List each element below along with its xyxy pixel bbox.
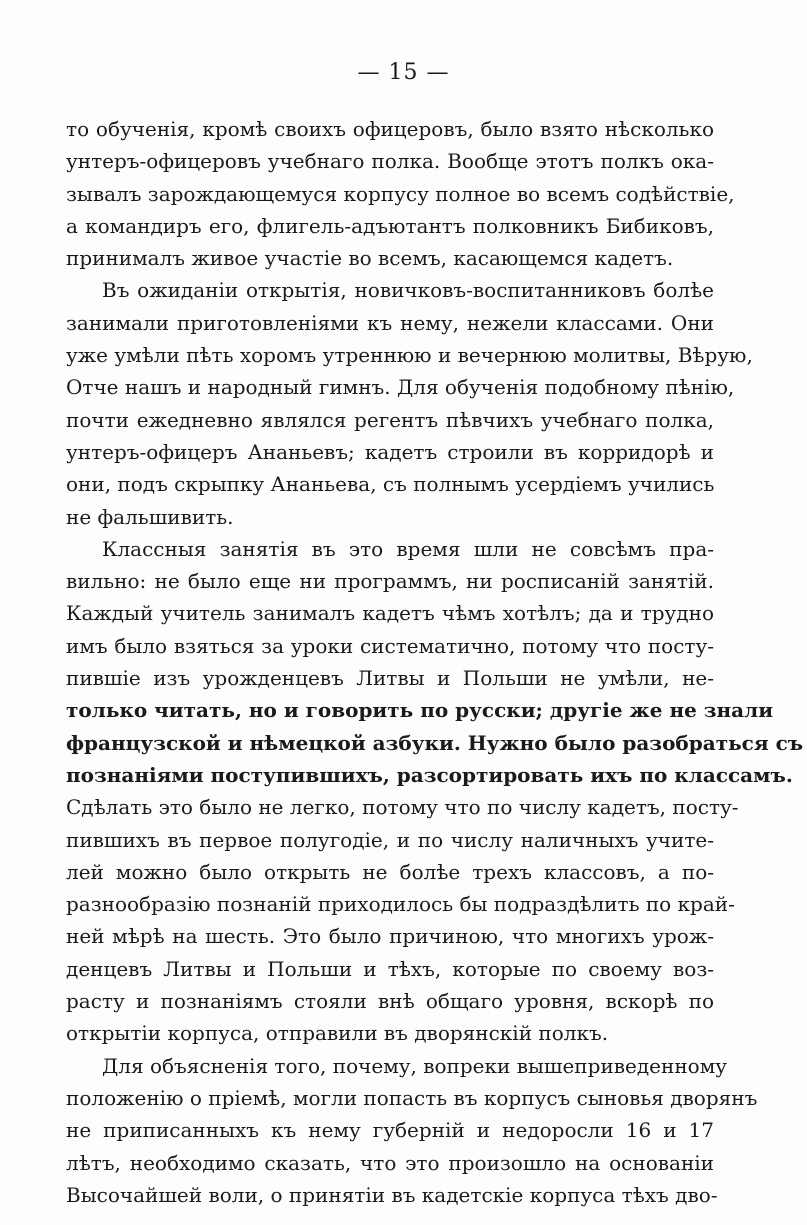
text-line: только читать, но и говорить по русски; другіе же не знали	[66, 698, 774, 723]
text-line: Высочайшей воли, о принятіи въ кадетскіе корпуса тѣхъ дво-	[66, 1182, 718, 1207]
text-line: то обученія, кромѣ своихъ офицеровъ, было взято нѣсколько	[66, 117, 714, 141]
text-line: Каждый учитель занималъ кадетъ чѣмъ хотѣлъ; да и трудно	[66, 601, 714, 626]
text-line: зывалъ зарождающемуся корпусу полное во всемъ содѣйствіе,	[66, 181, 735, 206]
text-line: Отче нашъ и народный гимнъ. Для обученія подобному пѣнію,	[66, 375, 735, 400]
text-line: унтеръ-офицеръ Ананьевъ; кадетъ строили въ корридорѣ и	[66, 439, 714, 464]
text-line: лей можно было открыть не болѣе трехъ классовъ, а по-	[66, 859, 714, 884]
text-line: расту и познаніямъ стояли внѣ общаго уровня, вскорѣ по	[66, 989, 714, 1014]
text-line: почти ежедневно являлся регентъ пѣвчихъ учебнаго полка,	[66, 407, 714, 432]
text-line: французской и нѣмецкой азбуки. Нужно было разобраться съ	[66, 730, 804, 755]
text-line: разнообразію познаній приходилось бы подраздѣлить по край-	[66, 892, 735, 917]
text-line: познаніями поступившихъ, разсортировать ихъ по классамъ.	[66, 762, 793, 787]
paragraph-start-line: Для объясненія того, почему, вопреки вышеприведенному	[102, 1053, 728, 1078]
body-text	[66, 113, 804, 1211]
text-line: положенію о пріемѣ, могли попасть въ корпусъ сыновья дворянъ	[66, 1085, 758, 1110]
text-line: они, подъ скрыпку Ананьева, съ полнымъ усердіемъ учились	[66, 472, 715, 497]
text-line: Сдѣлать это было не легко, потому что по числу кадетъ, посту-	[66, 795, 739, 820]
text-line: ней мѣрѣ на шесть. Это было причиною, что многихъ урож-	[66, 924, 714, 949]
text-line: не приписанныхъ къ нему губерній и недоросли 16 и 17	[66, 1118, 714, 1143]
paragraph-start-line: Въ ожиданіи открытія, новичковъ-воспитанниковъ болѣе	[102, 278, 714, 303]
text-line: пившіе изъ урожденцевъ Литвы и Польши не умѣли, не-	[66, 666, 714, 691]
text-line: денцевъ Литвы и Польши и тѣхъ, которые по своему воз-	[66, 956, 714, 981]
text-line: пившихъ въ первое полугодіе, и по числу наличныхъ учите-	[66, 827, 714, 852]
text-line: вильно: не было еще ни программъ, ни росписаній занятій.	[66, 569, 714, 594]
text-line: принималъ живое участіе во всемъ, касающемся кадетъ.	[66, 246, 674, 271]
text-line: открытіи корпуса, отправили въ дворянскій полкъ.	[66, 1021, 609, 1046]
text-line: занимали приготовленіями къ нему, нежели классами. Они	[66, 310, 714, 335]
text-line: унтеръ-офицеровъ учебнаго полка. Вообще этотъ полкъ ока-	[66, 149, 714, 174]
paragraph-start-line: Классныя занятія въ это время шли не совсѣмъ пра-	[102, 536, 714, 561]
page-number: — 15 —	[357, 60, 450, 85]
text-line: а командиръ его, флигель-адъютантъ полковникъ Бибиковъ,	[66, 213, 714, 238]
text-line: имъ было взяться за уроки систематично, потому что посту-	[66, 633, 714, 658]
text-line: не фальшивить.	[66, 504, 234, 529]
text-line: лѣтъ, необходимо сказать, что это произошло на основаніи	[66, 1150, 714, 1175]
text-line: уже умѣли пѣть хоромъ утреннюю и вечернюю молитвы, Вѣрую,	[66, 343, 753, 368]
